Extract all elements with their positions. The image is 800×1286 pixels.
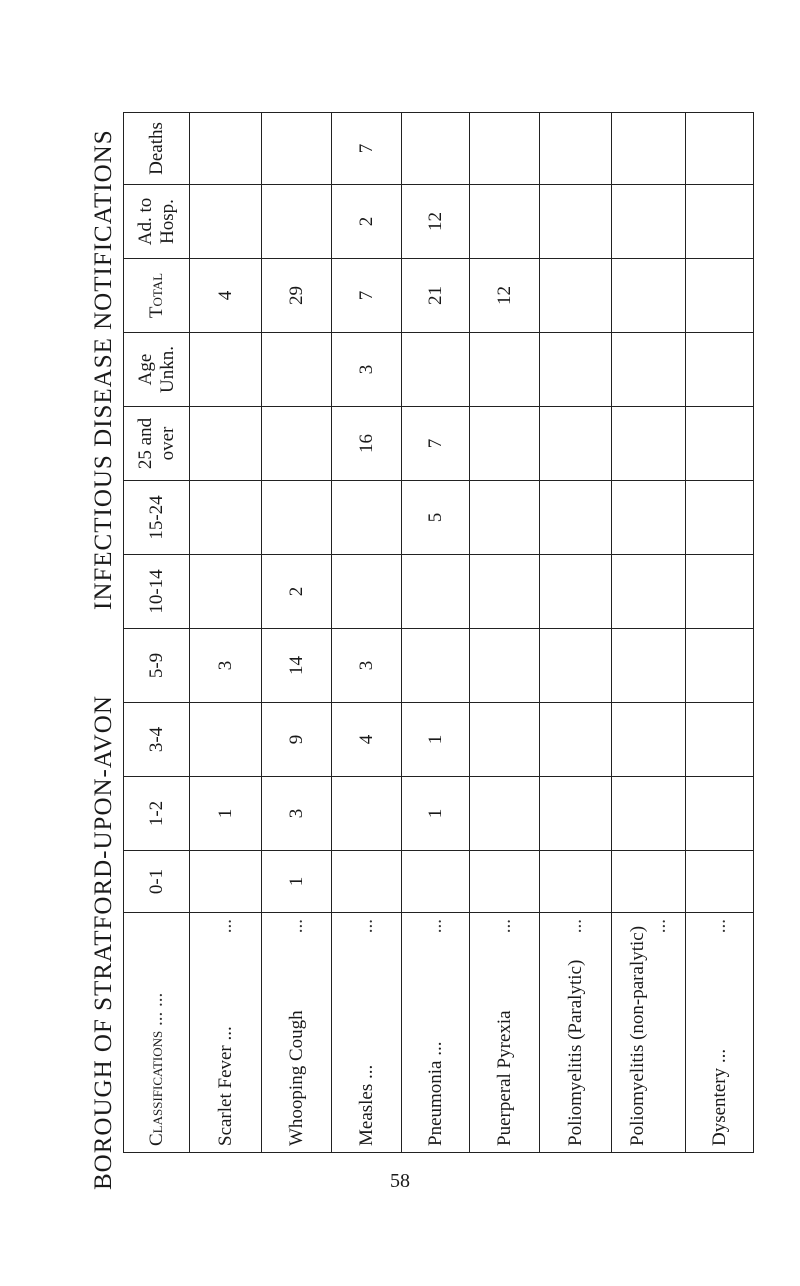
header-age-15-24: 15-24 [124, 481, 190, 555]
notifications-table [123, 112, 754, 1153]
table-cell [612, 185, 686, 259]
table-cell: 3 [332, 333, 402, 407]
table-cell [332, 777, 402, 851]
row-dots: ... [493, 919, 515, 934]
row-dots: ... [564, 919, 586, 934]
table-row [470, 113, 540, 1153]
row-dots: ... [355, 919, 377, 934]
header-deaths: Deaths [124, 113, 190, 185]
page-title: BOROUGH OF STRATFORD-UPON-AVON [90, 695, 117, 1190]
row-classification [402, 913, 470, 1153]
table-cell [470, 113, 540, 185]
table-cell [686, 555, 754, 629]
table-cell: 1 [262, 851, 332, 913]
row-dots: ... [708, 919, 730, 934]
row-dots: ... [648, 919, 670, 934]
table-cell: 1 [190, 777, 262, 851]
table-cell [470, 703, 540, 777]
table-cell [402, 851, 470, 913]
table-cell [686, 851, 754, 913]
row-classification-label: Scarlet Fever ... [214, 1026, 236, 1146]
table-cell [190, 703, 262, 777]
table-cell: 2 [332, 185, 402, 259]
table-cell [470, 629, 540, 703]
header-age-25-over: 25 and over [124, 407, 190, 481]
table-cell: 4 [190, 259, 262, 333]
table-cell [470, 777, 540, 851]
table-row [402, 113, 470, 1153]
table-cell [686, 259, 754, 333]
header-age-0-1: 0-1 [124, 851, 190, 913]
table-cell [470, 185, 540, 259]
row-dots: ... [285, 919, 307, 934]
header-age-1-2: 1-2 [124, 777, 190, 851]
table-cell [540, 113, 612, 185]
table-cell [470, 851, 540, 913]
table-cell [190, 481, 262, 555]
table-cell: 29 [262, 259, 332, 333]
table-cell [190, 185, 262, 259]
table-cell: 7 [402, 407, 470, 481]
table-cell [612, 259, 686, 333]
table-body [190, 113, 754, 1153]
row-classification [470, 913, 540, 1153]
table-cell [470, 407, 540, 481]
row-classification-label: Measles ... [355, 1064, 377, 1146]
row-classification-label: Dysentery ... [708, 1048, 730, 1146]
header-row [124, 113, 190, 1153]
table-cell: 3 [190, 629, 262, 703]
header-dots: ... ... [145, 992, 167, 1026]
table-cell [262, 407, 332, 481]
table-cell [332, 851, 402, 913]
table-cell [686, 777, 754, 851]
table-cell [540, 407, 612, 481]
row-classification [612, 913, 686, 1153]
table-cell [190, 407, 262, 481]
table-cell [686, 185, 754, 259]
table-cell [332, 555, 402, 629]
table-cell [540, 851, 612, 913]
row-classification [190, 913, 262, 1153]
table-row [332, 113, 402, 1153]
row-classification-label: Pneumonia ... [424, 1041, 446, 1146]
table-cell [262, 113, 332, 185]
table-cell [402, 113, 470, 185]
table-cell: 4 [332, 703, 402, 777]
table-cell [470, 555, 540, 629]
table-cell: 1 [402, 777, 470, 851]
section-title: INFECTIOUS DISEASE NOTIFICATIONS [90, 129, 117, 610]
row-classification-label: Poliomyelitis (non-paralytic) [626, 925, 648, 1146]
table-row [262, 113, 332, 1153]
row-classification [686, 913, 754, 1153]
table-cell [540, 629, 612, 703]
table-cell [612, 481, 686, 555]
table-cell [540, 481, 612, 555]
row-classification [332, 913, 402, 1153]
table-cell [190, 851, 262, 913]
table-cell [540, 333, 612, 407]
table-cell [612, 851, 686, 913]
row-dots: ... [424, 919, 446, 934]
table-cell: 3 [332, 629, 402, 703]
table-cell: 7 [332, 113, 402, 185]
row-classification-label: Puerperal Pyrexia [493, 1010, 515, 1146]
table-row [190, 113, 262, 1153]
table-cell [402, 333, 470, 407]
table-cell [686, 407, 754, 481]
table-cell [540, 185, 612, 259]
page-number: 58 [390, 1170, 410, 1192]
table-cell: 16 [332, 407, 402, 481]
table-cell: 2 [262, 555, 332, 629]
table-cell: 12 [402, 185, 470, 259]
table-cell [540, 703, 612, 777]
table-cell [470, 481, 540, 555]
table-cell [262, 481, 332, 555]
table-cell [612, 703, 686, 777]
header-classifications [124, 913, 190, 1153]
table-cell [190, 113, 262, 185]
row-classification [540, 913, 612, 1153]
table-cell [686, 333, 754, 407]
table-cell [686, 113, 754, 185]
table-cell [540, 777, 612, 851]
header-age-3-4: 3-4 [124, 703, 190, 777]
table-cell [612, 777, 686, 851]
table-cell [262, 185, 332, 259]
table-cell: 9 [262, 703, 332, 777]
table-cell [402, 629, 470, 703]
table-cell [686, 481, 754, 555]
table-cell [612, 333, 686, 407]
table-row [612, 113, 686, 1153]
table-row [686, 113, 754, 1153]
table-cell [402, 555, 470, 629]
table-row [540, 113, 612, 1153]
table-cell: 12 [470, 259, 540, 333]
header-age-unknown: Age Unkn. [124, 333, 190, 407]
table-cell: 3 [262, 777, 332, 851]
table-cell [190, 555, 262, 629]
table-cell [612, 113, 686, 185]
notifications-table-container [123, 113, 753, 1153]
row-dots: ... [214, 919, 236, 934]
table-cell: 5 [402, 481, 470, 555]
table-cell [686, 703, 754, 777]
header-age-5-9: 5-9 [124, 629, 190, 703]
table-cell [612, 555, 686, 629]
table-cell [332, 481, 402, 555]
header-total: Total [124, 259, 190, 333]
table-cell: 14 [262, 629, 332, 703]
table-cell: 1 [402, 703, 470, 777]
table-cell [540, 555, 612, 629]
header-admitted-hospital: Ad. to Hosp. [124, 185, 190, 259]
header-classifications-label: Classifications [145, 1030, 167, 1146]
table-cell: 7 [332, 259, 402, 333]
table-cell [612, 407, 686, 481]
table-cell: 21 [402, 259, 470, 333]
row-classification [262, 913, 332, 1153]
table-cell [262, 333, 332, 407]
header-age-10-14: 10-14 [124, 555, 190, 629]
table-cell [612, 629, 686, 703]
table-cell [470, 333, 540, 407]
table-cell [686, 629, 754, 703]
table-cell [190, 333, 262, 407]
table-cell [540, 259, 612, 333]
row-classification-label: Poliomyelitis (Paralytic) [564, 959, 586, 1146]
row-classification-label: Whooping Cough [285, 1010, 307, 1146]
